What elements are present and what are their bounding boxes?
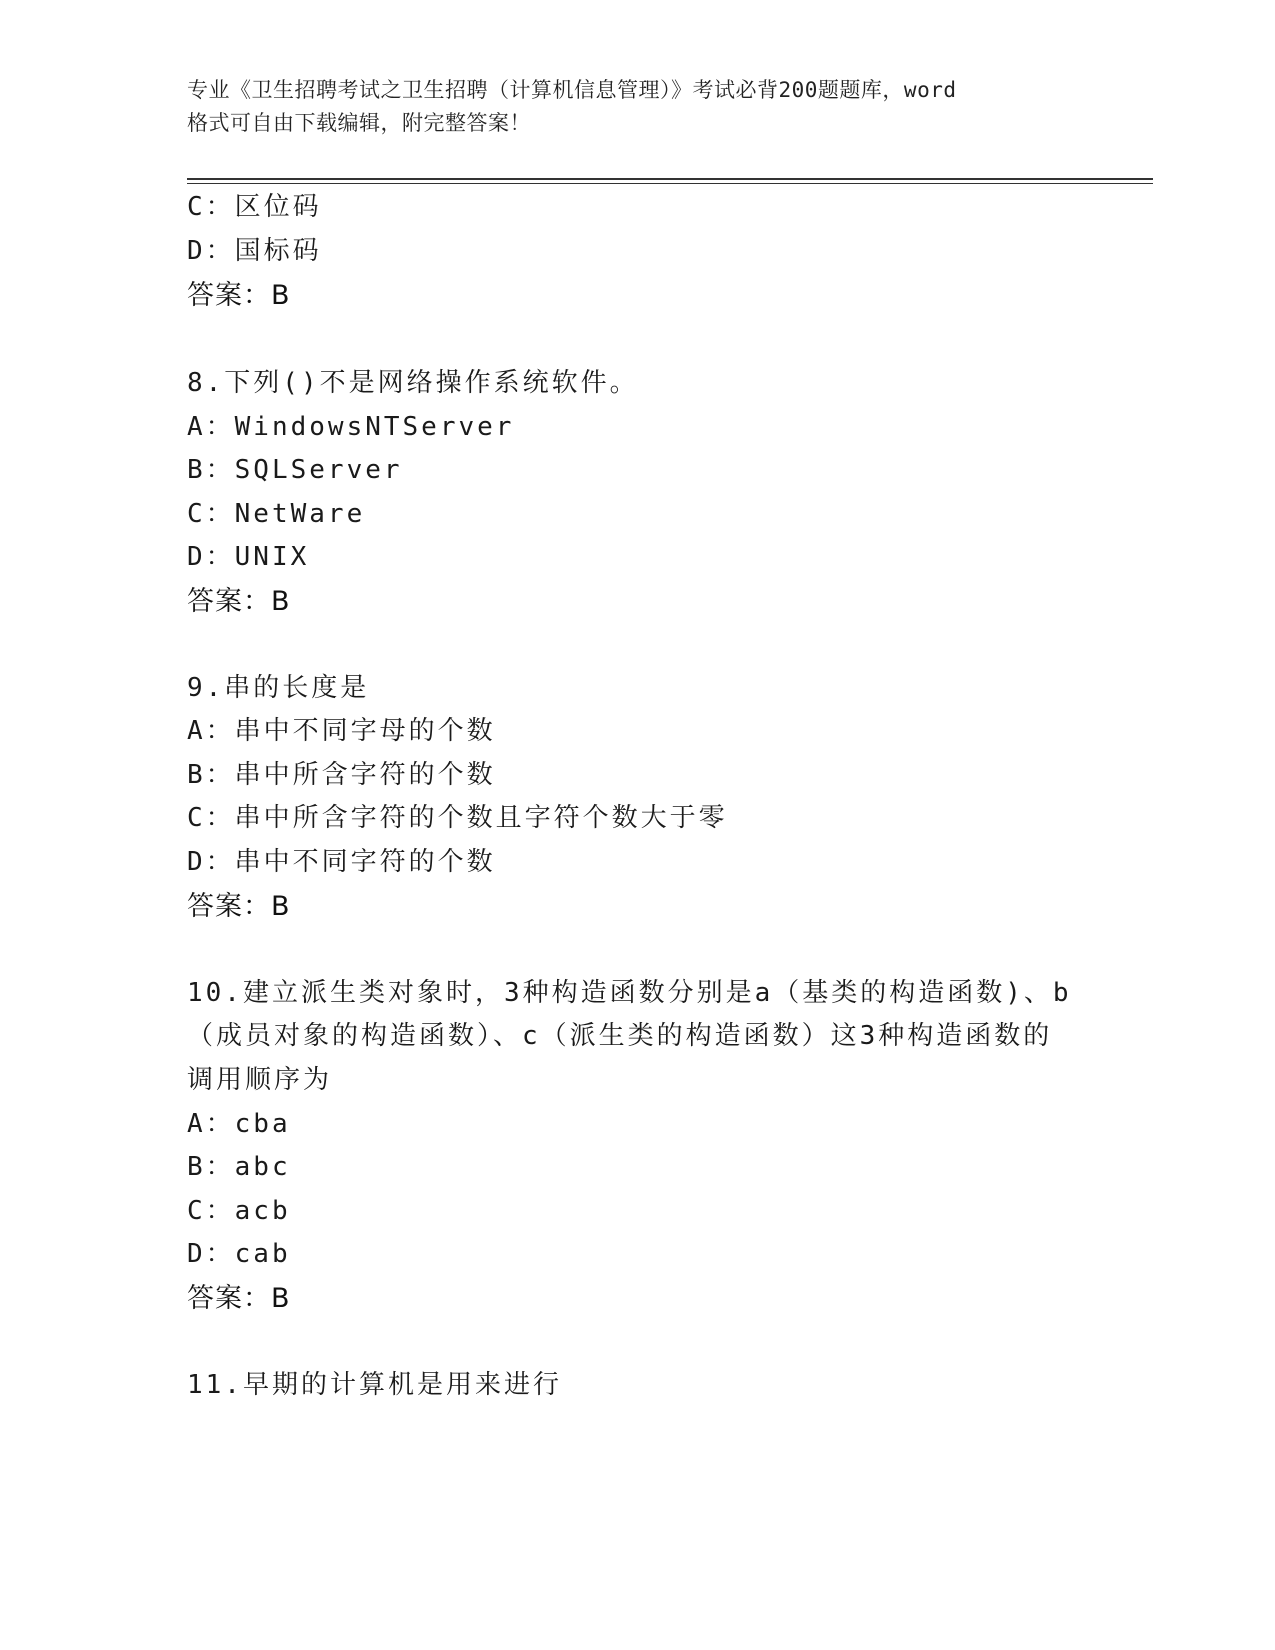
document-header	[187, 74, 1087, 140]
q7-option-c: C：区位码	[187, 192, 322, 222]
q8-option-c: C：NetWare	[187, 499, 366, 529]
q9-option-a: A：串中不同字母的个数	[187, 716, 496, 746]
header-line-1: 专业《卫生招聘考试之卫生招聘（计算机信息管理）》考试必背200题题库，word	[187, 78, 957, 102]
q7-option-d: D：国标码	[187, 236, 322, 266]
q10-option-b: B：abc	[187, 1152, 291, 1182]
q7-answer: 答案：B	[187, 280, 291, 311]
q10-question-line-3: 调用顺序为	[187, 1065, 333, 1095]
q10-option-d: D：cab	[187, 1239, 291, 1269]
q9-option-d: D：串中不同字符的个数	[187, 847, 496, 877]
q8-option-a: A：WindowsNTServer	[187, 412, 515, 442]
q10-option-a: A：cba	[187, 1109, 291, 1139]
q8-answer: 答案：B	[187, 586, 291, 617]
q11-question: 11.早期的计算机是用来进行	[187, 1370, 562, 1400]
q9-option-c: C：串中所含字符的个数且字符个数大于零	[187, 803, 728, 833]
q9-option-b: B：串中所含字符的个数	[187, 760, 496, 790]
header-divider-thin	[187, 183, 1153, 184]
q8-option-d: D：UNIX	[187, 542, 310, 572]
q9-answer: 答案：B	[187, 891, 291, 922]
q10-answer: 答案：B	[187, 1283, 291, 1314]
q8-question: 8.下列()不是网络操作系统软件。	[187, 368, 639, 398]
q10-question-line-1: 10.建立派生类对象时，3种构造函数分别是a（基类的构造函数)、b	[187, 978, 1072, 1008]
q10-question-line-2: （成员对象的构造函数）、c（派生类的构造函数）这3种构造函数的	[187, 1021, 1053, 1051]
header-line-2: 格式可自由下载编辑，附完整答案！	[187, 111, 531, 135]
header-divider	[187, 178, 1153, 180]
q9-question: 9.串的长度是	[187, 673, 370, 703]
q10-option-c: C：acb	[187, 1196, 291, 1226]
q8-option-b: B：SQLServer	[187, 455, 403, 485]
